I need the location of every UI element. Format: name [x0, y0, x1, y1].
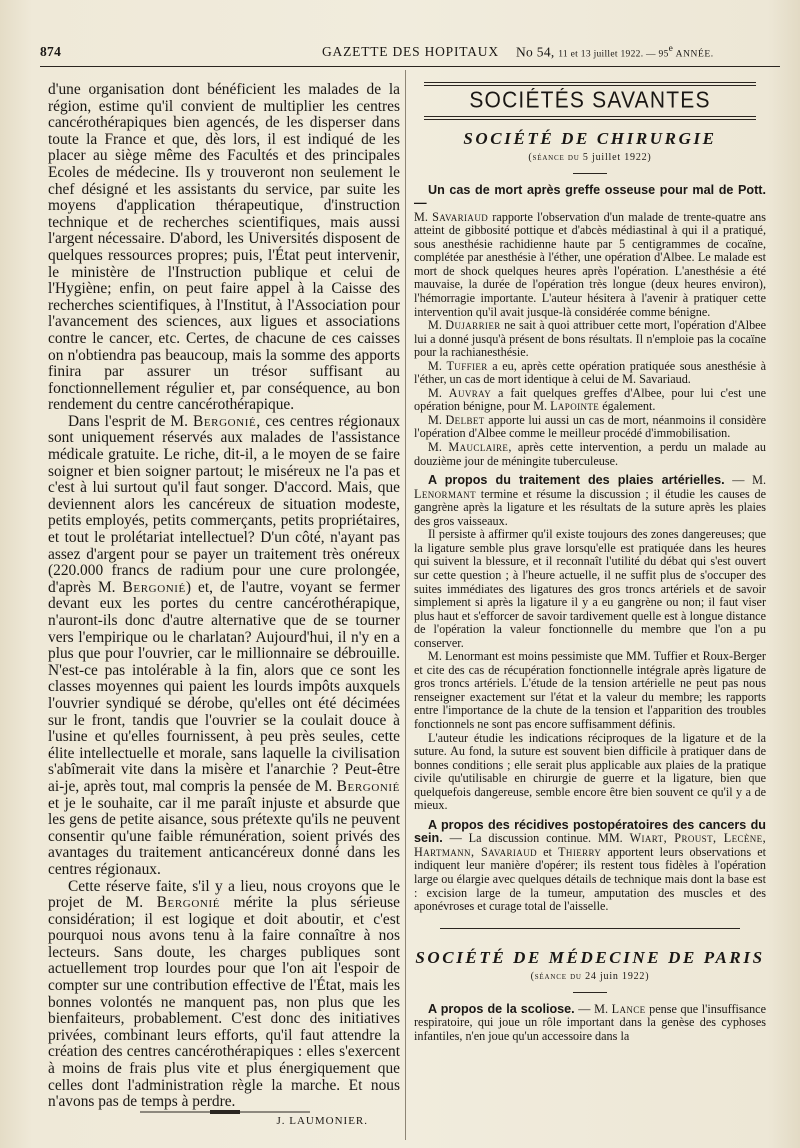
left-paragraph-2 — [48, 414, 400, 879]
seance-date — [414, 151, 766, 165]
left-column — [48, 82, 400, 1129]
article-2-paragraph-1 — [414, 474, 766, 528]
article-1-paragraph-2 — [414, 319, 766, 360]
society-title-medecine: SOCIÉTÉ DE MÉDECINE DE PARIS — [415, 947, 765, 967]
author-name: Lance — [611, 1001, 646, 1016]
text-run: — M. — [724, 473, 767, 488]
text-run: M. — [428, 318, 446, 333]
text-run: a fait quelques greffes d'Albee, pour lui c'est une opération bénigne, pour M. — [414, 385, 766, 414]
society-title-chirurgie: SOCIÉTÉ DE CHIRURGIE — [463, 128, 717, 148]
text-run: et — [537, 844, 559, 859]
author-name: Mauclaire — [448, 440, 509, 455]
text-run: Cette réserve faite, s'il y a lieu, nous croyons que le projet de M. — [48, 877, 400, 912]
issue-dates: 11 et 13 juillet 1922. — 95 — [558, 49, 669, 60]
author-name: Bergonié — [122, 578, 186, 596]
issue-year-label: ANNÉE. — [673, 49, 714, 60]
article-1-paragraph-4 — [414, 387, 766, 414]
issue-info — [516, 44, 714, 61]
issue-superscript: e — [668, 44, 674, 54]
text-run: et je le souhaite, car il me paraît injuste et absurde que les gens de petite aisance, sous prétexte qu'ils ne peuvent consentir qu'une faible rémunération, soient privés des avantages du traitement anticancéreux donné dans les centres régionaux. — [48, 794, 400, 878]
section-title: SOCIÉTÉS SAVANTES — [469, 88, 711, 113]
article-title: A propos des récidives postopératoires des cancers du sein. — [414, 817, 766, 846]
article-1-lead — [414, 184, 766, 211]
seance-value: 24 juin 1922) — [585, 971, 650, 983]
article-title: A propos du traitement des plaies artérielles. — [428, 473, 725, 488]
journal-name: GAZETTE DES HOPITAUX — [322, 44, 499, 59]
text-run: M. — [428, 440, 449, 455]
seance-label: (séance du — [528, 152, 583, 164]
end-ornament — [140, 1109, 310, 1115]
seance-date — [414, 970, 766, 984]
text-run: ne sait à quoi attribuer cette mort, l'opération d'Albee lui a donné jusqu'à présent de bons résultats. Il n'emploie pas la cocaïne pour la rachianesthésie. — [414, 318, 766, 360]
left-paragraph-3 — [48, 879, 400, 1111]
article-1-paragraph-5 — [414, 414, 766, 441]
author-name: Savariaud — [432, 209, 489, 224]
page-header — [22, 40, 782, 62]
text-run: apportent leurs observations et indiquent leur manière d'opérer; ils restent tous fidèles à l'opération large ou élargie avec quelques détails de technique mais dont la base est : excision large de la tumeur, amputation des muscles et des aponévroses et curage total de l'aisselle. — [414, 844, 766, 914]
seance-value: 5 juillet 1922) — [582, 152, 652, 164]
short-rule — [573, 173, 607, 174]
text-run: rapporte l'observation d'un malade de trente-quatre ans atteint de gibbosité pottique et d'abcès médiastinal à qui il a pratiqué, sous anesthésie rachidienne haute par 5 centigrammes de cocaïne, complétée par anesthésie à l'éther, une opération d'Albee. Le malade est mort de shock quelques heures après l'opération. L'anesthésie a été mauvaise, la durée de l'opération très longue (deux heures environ), l'hémorragie importante. L'auteur hésitera à l'avenir à pratiquer cette intervention qu'il avait jusque-là considérée comme bénigne. — [414, 209, 767, 319]
text-run: M. — [428, 358, 447, 373]
author-name: Tuffier — [446, 358, 488, 373]
article-1-paragraph-3 — [414, 360, 766, 387]
section-separator — [440, 928, 740, 929]
author-name: Thierry — [558, 844, 602, 859]
article-title: A propos de la scoliose. — [428, 1001, 575, 1016]
section-top-rule — [424, 82, 756, 86]
text-run: M. — [414, 209, 433, 224]
text-run: , après cette intervention, a perdu un malade au douzième jour de méningite tuberculeuse. — [414, 440, 766, 468]
text-run: M. — [428, 385, 449, 400]
text-run: ) et, de l'autre, voyant se fermer devant eux les portes du centre cancérothérapique, n'auront-ils donc d'autre alternative que de se tourner vers l'empirique ou le charlatan? Aujourd'hui, il n'y en a plus que pour l'ouvrier, car le millionnaire se débrouille. N'est-ce pas intolérable à la fin, alors que ce sont les classes moyennes qui paient les lourds impôts auxquels l'ouvrier syndiqué se dérobe, qu'elles ont été décimées sur le front, tandis que l'ouvrier se la coulait douce à l'usine et qu'elles fournissent, à peu près seules, cette élite intellectuelle et morale, sans laquelle la civilisation s'abîmerait vite dans la misère et l'anarchie ? Peut-être ai-je, après tout, mal compris la pensée de M. — [48, 578, 400, 795]
seance-label: (séance du — [530, 971, 586, 983]
issue-number: No 54, — [516, 44, 559, 60]
article-2-paragraph-4: L'auteur étudie les indications réciproques de la ligature et de la suture. Au fond, la suture est souvent bien difficile à pratiquer dans de bonnes conditions ; elle serait plus applicable aux plaies de la pratique civile qu'utilisable en chirurgie de guerre et la ligature, bien que quelquefois dangereuse, semble encore être bien souvent ce qu'il y a de mieux. — [414, 730, 766, 813]
text-run: mérite la plus sérieuse considération; il est logique et doit aboutir, et c'est pourquoi nous avons tenu à la faire connaître à nos lecteurs. Sans doute, les charges publiques sont actuellement trop lourdes pour que l'on ait l'espoir de compter sur une contribution effective de l'État, mais les bonnes volontés ne manquent pas, non plus que les bienfaiteurs, probablement. C'est donc des initiatives privées, combinant leurs efforts, qu'il faut attendre la création des centres cancérothérapiques : elles s'exercent à moins de frais plus vite et plus énergiquement que celles dont l'administration règle la marche. Et nous n'avons pas de temps à perdre. — [48, 894, 400, 1111]
text-run: a eu, après cette opération pratiquée sous anesthésie à l'éther, un cas de mort identique à celui de M. Savariaud. — [414, 358, 766, 387]
text-run: apporte lui aussi un cas de mort, néanmoins il considère l'opération d'Albee comme le meilleur procédé d'immobilisation. — [414, 412, 766, 441]
author-name: Bergonié — [336, 777, 400, 795]
text-run: pense que l'insuffisance respiratoire, qui joue un rôle important dans la genèse des cyphoses infantiles, n'en joue qu'un accessoire dans la — [414, 1001, 767, 1043]
text-run: — La discussion continue. MM. — [442, 831, 630, 846]
author-name: Delbet — [445, 412, 485, 427]
right-column — [414, 82, 766, 1043]
left-paragraph-1: d'une organisation dont bénéficient les malades de la région, estime qu'il convient de multiplier les centres cancérothérapiques bien agencés, de les disperser dans toute la France et que, dès lors, il est indiqué de les placer au siège même des Facultés et des principales Ecoles de médecine. Ils y trouveront non seulement le chef désigné et les assistants du service, par suite les moyens d'application thérapeutique, d'instruction technique et de recherches scientifiques, mais aussi l'argent nécessaire. D'abord, les Universités disposent de quelques ressources propres; puis, l'État peut intervenir, le ministère de l'Instruction publique et celui de l'Hygiène; enfin, on peut faire appel à la Caisse des recherches scientifiques, à l'Institut, à l'Association pour l'avancement des sciences, aux ligues et associations contre le cancer, etc. Certes, de chacune de ces caisses on n'obtiendra pas beaucoup, mais la somme des apports finira par assurer un trésor suffisant au fonctionnellement régulier et, par conséquence, au bon rendement du centre cancérothérapique. — [48, 81, 400, 414]
article-2-paragraph-3: M. Lenormant est moins pessimiste que MM. Tuffier et Roux-Berger et cite des cas de récupération fonctionnelle intégrale après ligature de gros troncs artériels. L'étude de la tension artérielle ne peut pas nous renseigner exactement sur l'état et la valeur du membre; les rapports entre l'importance de la chute de la tension et l'apparition des troubles fonctionnels ne sont pas encore suffisamment définis. — [414, 649, 766, 731]
author-name: Auvray — [448, 385, 492, 400]
column-divider — [405, 70, 406, 1140]
article-3-paragraph-1 — [414, 819, 766, 914]
article-2-paragraph-2: Il persiste à affirmer qu'il existe toujours des zones dangereuses; que la ligature semble plus grave lorsqu'elle est pratiquée dans les heures qui suivent la blessure, et il reconnaît l'utilité du débat qui s'est ouvert sur cette question ; à l'heure actuelle, il ne suffit plus de s'occuper des suites immédiates des ligatures des gros troncs artériels et de savoir simplement si après la ligature il y a eu gangrène ou non; il faut viser plus haut et s'efforcer de savoir tardivement quelle est à longue distance de l'opération la valeur fonctionnelle du membre que l'on a pu conserver. — [414, 527, 766, 650]
author-name: Dujarrier — [445, 318, 501, 333]
signature: J. LAUMONIER. — [276, 1114, 368, 1127]
author-name: Lenormant — [414, 486, 477, 501]
page-number: 874 — [40, 44, 62, 59]
text-run: termine et résume la discussion ; il étudie les causes de gangrène après la ligature et les résultats de la suture après les plaies des gros vaisseaux. — [414, 486, 766, 528]
short-rule — [573, 992, 607, 993]
article-4-paragraph-1 — [414, 1003, 766, 1044]
article-1-paragraph-1 — [414, 211, 766, 319]
text-run: — M. — [574, 1001, 612, 1016]
text-run: , ces centres régionaux sont uniquement réservés aux malades de l'assistance médicale gratuite. Le riche, dit-il, a le moyen de se faire soigner et bien soigner partout; le miséreux ne l'a pas et c'est à lui surtout qu'il faut songer. D'accord. Mais, que deviennent alors les cancéreux de situation modeste, petits employés, petits commerçants, petits propriétaires, et tout le prolétariat intellectuel? D'un côté, n'ayant pas assez d'argent pour se payer un traitement très onéreux (220.000 francs de radium pour une cure prolongée, d'après M. — [48, 412, 400, 596]
author-name: Bergonié — [192, 412, 257, 430]
text-run: M. — [428, 412, 446, 427]
article-1-paragraph-6 — [414, 441, 766, 468]
text-run: également. — [599, 399, 656, 414]
author-names: Wiart, Proust, Lecène, Hartmann, Savariaud — [414, 831, 767, 859]
author-name: Bergonié — [156, 894, 221, 912]
author-name: Lapointe — [550, 399, 600, 414]
text-run: Dans l'esprit de M. — [68, 412, 193, 430]
section-bottom-rule — [424, 116, 756, 120]
header-rule — [40, 66, 780, 67]
article-title: Un cas de mort après greffe osseuse pour mal de Pott. — — [414, 182, 766, 211]
